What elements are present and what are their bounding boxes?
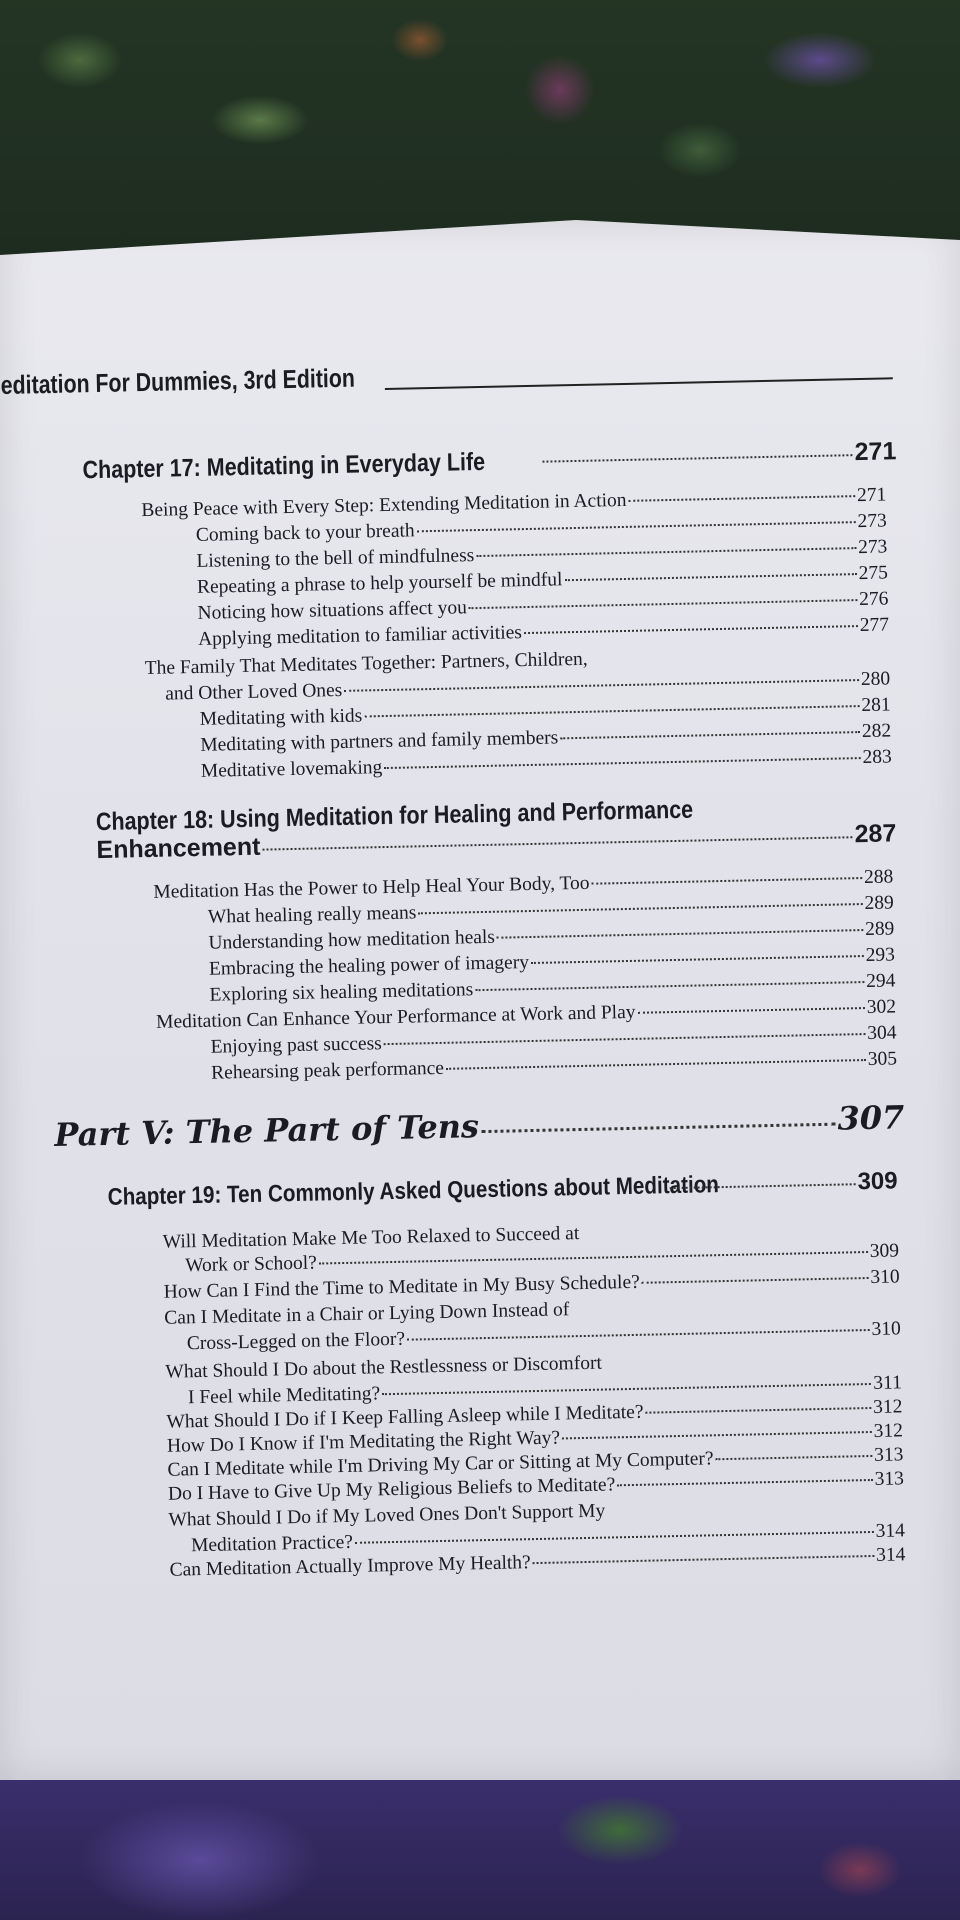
chapter-18-title-cont: Enhancement <box>96 832 261 865</box>
chapter-19-title: Chapter 19: Ten Commonly Asked Questions about Meditation <box>107 1171 720 1211</box>
entry-page: 311 <box>873 1372 903 1394</box>
dot-leader <box>469 599 857 609</box>
dot-leader <box>564 573 856 581</box>
dot-leader <box>560 731 860 739</box>
dot-leader <box>382 1383 871 1395</box>
entry-page: 293 <box>865 944 896 967</box>
dot-leader <box>481 1123 836 1133</box>
dot-leader <box>629 495 855 502</box>
entry-text: Listening to the bell of mindfulness <box>196 545 475 572</box>
dot-leader <box>542 454 852 462</box>
entry-page: 283 <box>862 746 892 769</box>
entry-text: Rehearsing peak performance <box>210 1057 445 1084</box>
entry-page: 271 <box>856 484 887 507</box>
dot-leader <box>533 1555 874 1564</box>
entry-text: Can Meditation Actually Improve My Health? <box>169 1552 531 1581</box>
dot-leader <box>562 1431 872 1439</box>
entry-text: Can I Meditate in a Chair or Lying Down Instead of <box>164 1299 570 1329</box>
dot-leader <box>446 1059 866 1070</box>
entry-text: Repeating a phrase to help yourself be mindful <box>196 569 563 598</box>
entry-page: 282 <box>861 720 892 743</box>
dot-leader <box>475 981 864 991</box>
dot-leader <box>524 625 858 634</box>
entry-page: 281 <box>861 694 891 717</box>
entry-text: What Should I Do if I Keep Falling Asleep while I Meditate? <box>166 1401 644 1433</box>
chapter-19-page: 309 <box>857 1167 898 1196</box>
entry-text: Cross-Legged on the Floor? <box>186 1328 406 1355</box>
entry-text: Enjoying past success <box>210 1033 382 1058</box>
dot-leader <box>384 1033 866 1045</box>
entry-text: The Family That Meditates Together: Partners, Children, <box>144 648 588 680</box>
entry-text: How Can I Find the Time to Meditate in My Busy Schedule? <box>163 1271 640 1303</box>
entry-text: Noticing how situations affect you <box>197 597 468 624</box>
entry-text: Meditating with kids <box>199 705 363 730</box>
dot-leader <box>418 903 862 914</box>
dot-leader <box>319 1251 868 1264</box>
dot-leader <box>497 929 863 939</box>
dot-leader <box>355 1531 874 1544</box>
entry-page: 277 <box>859 614 890 637</box>
chapter-17-title: Chapter 17: Meditating in Everyday Life <box>82 447 486 485</box>
dot-leader <box>716 1455 873 1460</box>
entry-page: 314 <box>875 1520 906 1542</box>
dot-leader <box>617 1479 872 1486</box>
entry-text: Exploring six healing meditations <box>209 979 474 1006</box>
quilt-background-bottom <box>0 1770 960 1920</box>
part-v-title: Part V: The Part of Tens <box>54 1107 480 1155</box>
entry-page: 289 <box>864 918 895 941</box>
running-head: editation For Dummies, 3rd Edition <box>0 362 356 400</box>
entry-text: Applying meditation to familiar activities <box>197 622 523 650</box>
dot-leader <box>417 521 856 532</box>
entry-page: 273 <box>857 510 887 533</box>
entry-page: 313 <box>873 1444 904 1466</box>
entry-page: 302 <box>866 996 897 1018</box>
chapter-17-page: 271 <box>854 437 897 467</box>
entry-page: 280 <box>860 668 891 691</box>
entry-text: Coming back to your breath <box>195 520 415 546</box>
entry-page: 310 <box>870 1266 900 1288</box>
entry-text: Being Peace with Every Step: Extending Meditation in Action <box>141 489 627 522</box>
entry-text: How Do I Know if I'm Meditating the Right Way? <box>166 1427 561 1457</box>
entry-page: 294 <box>865 970 896 992</box>
entry-page: 288 <box>863 866 894 889</box>
entry-page: 313 <box>874 1468 905 1490</box>
chapter-18-title: Chapter 18: Using Meditation for Healing and Performance <box>95 795 694 837</box>
entry-page: 289 <box>864 892 894 915</box>
dot-leader <box>642 1277 869 1284</box>
entry-text: Work or School? <box>185 1252 318 1277</box>
entry-text: Embracing the healing power of imagery <box>208 952 530 980</box>
entry-text: What Should I Do if My Loved Ones Don't Support My <box>168 1500 606 1531</box>
entry-text: What Should I Do about the Restlessness or Discomfort <box>165 1352 603 1383</box>
entry-text: What healing really means <box>207 902 417 928</box>
entry-page: 312 <box>873 1420 904 1442</box>
dot-leader <box>384 757 860 769</box>
chapter-18-page: 287 <box>854 819 897 849</box>
entry-text: Meditation Has the Power to Help Heal Your Body, Too <box>153 872 590 903</box>
entry-text: Meditation Practice? <box>190 1531 354 1557</box>
entry-page: 310 <box>871 1318 901 1340</box>
entry-page: 314 <box>875 1544 906 1566</box>
dot-leader <box>344 679 859 692</box>
dot-leader <box>531 955 864 964</box>
entry-text: Meditative lovemaking <box>200 757 383 782</box>
entry-page: 312 <box>872 1396 903 1418</box>
entry-text: Will Meditation Make Me Too Relaxed to Succeed at <box>162 1223 580 1253</box>
entry-text: Understanding how meditation heals <box>208 926 496 954</box>
dot-leader <box>476 547 856 557</box>
dot-leader <box>638 1007 865 1014</box>
dot-leader <box>407 1329 869 1341</box>
entry-page: 304 <box>867 1022 897 1044</box>
entry-text: Do I Have to Give Up My Religious Beliefs to Meditate? <box>167 1474 616 1505</box>
entry-page: 275 <box>858 562 889 585</box>
entry-text: and Other Loved Ones <box>165 679 343 705</box>
entry-page: 276 <box>858 588 889 611</box>
entry-text: Meditating with partners and family members <box>200 727 559 756</box>
dot-leader <box>364 705 859 717</box>
dot-leader <box>592 877 862 885</box>
entry-page: 305 <box>867 1048 898 1070</box>
entry-page: 273 <box>857 536 888 559</box>
dot-leader <box>645 1407 871 1414</box>
part-v-page: 307 <box>837 1098 905 1138</box>
entry-text: I Feel while Meditating? <box>187 1383 381 1409</box>
entry-text: Meditation Can Enhance Your Performance at Work and Play <box>155 1001 636 1033</box>
entry-text: Can I Meditate while I'm Driving My Car or Sitting at My Computer? <box>167 1448 714 1481</box>
entry-page: 309 <box>869 1240 900 1262</box>
